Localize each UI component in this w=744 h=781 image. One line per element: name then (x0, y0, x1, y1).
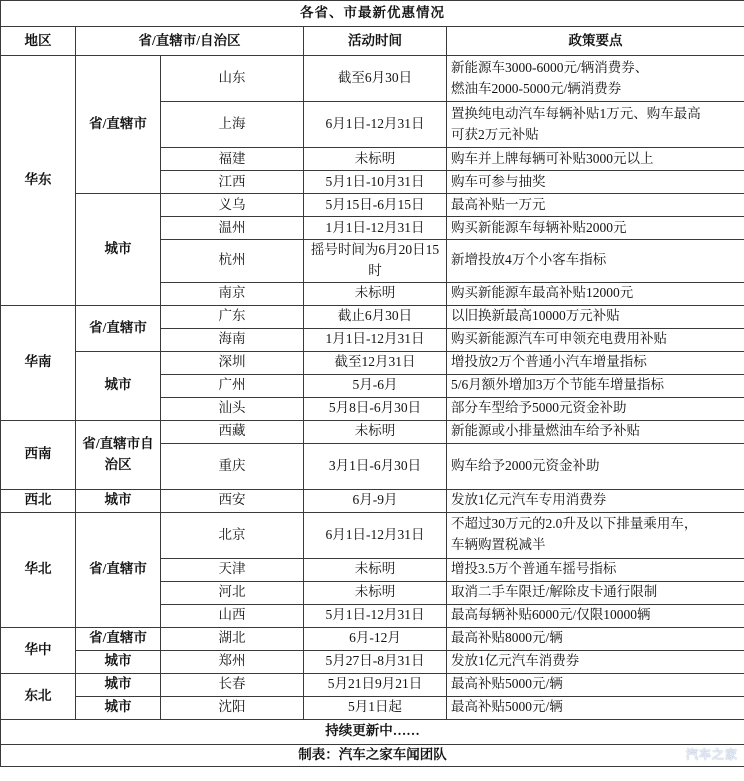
period-cell: 5月8日-6月30日 (304, 397, 447, 420)
policy-table-body (1, 1, 744, 767)
table-row (1, 696, 744, 719)
policy-cell (447, 512, 744, 558)
period-cell: 6月-9月 (304, 489, 447, 512)
policy-cell (447, 305, 744, 328)
place-cell: 西安 (161, 489, 304, 512)
policy-line: 发放1亿元汽车消费券 (451, 653, 580, 669)
place-cell: 义乌 (161, 194, 304, 217)
policy-line: 燃油车2000-5000元/辆消费券 (451, 80, 622, 96)
policy-cell (447, 443, 744, 489)
policy-line: 可获2万元补贴 (451, 126, 539, 142)
place-cell: 南京 (161, 282, 304, 305)
place-cell: 汕头 (161, 397, 304, 420)
type-cell-4-0: 省/直辖市 (76, 512, 161, 627)
policy-line: 增投放2万个普通小汽车增量指标 (451, 354, 647, 370)
period-cell: 未标明 (304, 282, 447, 305)
type-cell-2-0 (76, 420, 161, 489)
period-cell: 6月1日-12月31日 (304, 102, 447, 148)
policy-line: 购买新能源汽车可申领充电费用补贴 (451, 331, 667, 347)
table-row (1, 512, 744, 558)
policy-cell (447, 351, 744, 374)
policy-line: 增投3.5万个普通车摇号指标 (451, 561, 617, 577)
type-cell-1-0: 省/直辖市 (76, 305, 161, 351)
place-cell: 郑州 (161, 650, 304, 673)
policy-cell (447, 102, 744, 148)
policy-cell (447, 650, 744, 673)
policy-line: 最高补贴一万元 (451, 196, 546, 212)
place-cell: 湖北 (161, 627, 304, 650)
period-cell: 截至6月30日 (304, 56, 447, 102)
place-cell: 山东 (161, 56, 304, 102)
place-cell: 深圳 (161, 351, 304, 374)
policy-line: 新能源车3000-6000元/辆消费券、 (451, 59, 649, 75)
place-cell: 温州 (161, 217, 304, 240)
region-cell-1: 华南 (1, 305, 76, 420)
column-header-period: 活动时间 (304, 27, 447, 56)
policy-line: 购车可参与抽奖 (451, 173, 546, 189)
period-cell: 1月1日-12月31日 (304, 217, 447, 240)
table-row (1, 673, 744, 696)
period-cell: 5月-6月 (304, 374, 447, 397)
region-cell-3: 西北 (1, 489, 76, 512)
policy-line: 部分车型给予5000元资金补助 (451, 400, 627, 416)
updating-row (1, 719, 744, 744)
type-cell-5-0: 省/直辖市 (76, 627, 161, 650)
type-line: 省/直辖市 (82, 435, 141, 451)
place-cell: 上海 (161, 102, 304, 148)
credit-text: 制表：汽车之家车闻团队 (298, 746, 447, 762)
policy-line: 不超过30万元的2.0升及以下排量乘用车， (451, 516, 698, 532)
policy-cell (447, 627, 744, 650)
table-row (1, 351, 744, 374)
table-row (1, 194, 744, 217)
policy-cell (447, 489, 744, 512)
policy-cell (447, 374, 744, 397)
period-cell: 未标明 (304, 148, 447, 171)
credit-row (1, 744, 744, 766)
policy-cell (447, 673, 744, 696)
policy-cell (447, 581, 744, 604)
policy-cell (447, 282, 744, 305)
policy-line: 最高补贴8000元/辆 (451, 630, 563, 646)
period-cell: 3月1日-6月30日 (304, 443, 447, 489)
period-cell: 摇号时间为6月20日15时 (304, 240, 447, 283)
place-cell: 江西 (161, 171, 304, 194)
policy-line: 新增投放4万个小客车指标 (451, 252, 607, 268)
place-cell: 广州 (161, 374, 304, 397)
policy-cell (447, 148, 744, 171)
place-cell: 重庆 (161, 443, 304, 489)
place-cell: 西藏 (161, 420, 304, 443)
policy-line: 以旧换新最高10000万元补贴 (451, 308, 620, 324)
column-header-policy: 政策要点 (447, 27, 744, 56)
region-cell-2: 西南 (1, 420, 76, 489)
column-header-region: 地区 (1, 27, 76, 56)
type-cell-6-0: 城市 (76, 673, 161, 696)
type-cell-0-1: 城市 (76, 194, 161, 306)
table-row (1, 627, 744, 650)
region-cell-0: 华东 (1, 56, 76, 306)
table-row (1, 56, 744, 102)
column-header-province: 省/直辖市/自治区 (76, 27, 304, 56)
type-cell-5-1: 城市 (76, 650, 161, 673)
policy-line: 最高补贴5000元/辆 (451, 676, 563, 692)
period-cell: 截至12月31日 (304, 351, 447, 374)
policy-cell (447, 604, 744, 627)
place-cell: 福建 (161, 148, 304, 171)
policy-line: 最高每辆补贴6000元/仅限10000辆 (451, 607, 651, 623)
policy-line: 取消二手车限迁/解除皮卡通行限制 (451, 584, 658, 600)
period-cell: 未标明 (304, 558, 447, 581)
policy-cell (447, 397, 744, 420)
place-cell: 北京 (161, 512, 304, 558)
period-cell: 5月21日9月21日 (304, 673, 447, 696)
policy-line: 新能源或小排量燃油车给予补贴 (451, 423, 640, 439)
period-cell: 截止6月30日 (304, 305, 447, 328)
policy-line: 车辆购置税减半 (451, 537, 546, 553)
period-cell: 未标明 (304, 581, 447, 604)
region-cell-4: 华北 (1, 512, 76, 627)
credit-note (1, 744, 744, 766)
policy-cell (447, 240, 744, 283)
policy-line: 置换纯电动汽车每辆补贴1万元、购车最高 (451, 105, 701, 121)
period-cell: 6月-12月 (304, 627, 447, 650)
type-line: 自治区 (104, 435, 154, 472)
policy-cell (447, 171, 744, 194)
type-cell-3-0: 城市 (76, 489, 161, 512)
title-row (1, 1, 744, 27)
period-cell: 5月27日-8月31日 (304, 650, 447, 673)
place-cell: 长春 (161, 673, 304, 696)
place-cell: 河北 (161, 581, 304, 604)
updating-note: 持续更新中…… (1, 719, 744, 744)
type-cell-1-1: 城市 (76, 351, 161, 420)
period-cell: 6月1日-12月31日 (304, 512, 447, 558)
place-cell: 天津 (161, 558, 304, 581)
policy-cell (447, 56, 744, 102)
table-row (1, 305, 744, 328)
policy-cell (447, 558, 744, 581)
policy-line: 购车给予2000元资金补助 (451, 457, 600, 473)
policy-line: 5/6月额外增加3万个节能车增量指标 (451, 377, 665, 393)
place-cell: 海南 (161, 328, 304, 351)
policy-cell (447, 194, 744, 217)
policy-line: 购买新能源车每辆补贴2000元 (451, 219, 627, 235)
period-cell: 1月1日-12月31日 (304, 328, 447, 351)
policy-line: 购买新能源车最高补贴12000元 (451, 285, 634, 301)
policy-line: 购车并上牌每辆可补贴3000元以上 (451, 150, 654, 166)
place-cell: 广东 (161, 305, 304, 328)
table-row (1, 650, 744, 673)
period-cell: 5月1日起 (304, 696, 447, 719)
period-cell: 未标明 (304, 420, 447, 443)
table-row (1, 489, 744, 512)
policy-line: 最高补贴5000元/辆 (451, 699, 563, 715)
region-cell-5: 华中 (1, 627, 76, 673)
type-cell-0-0: 省/直辖市 (76, 56, 161, 194)
place-cell: 杭州 (161, 240, 304, 283)
policy-line: 发放1亿元汽车专用消费券 (451, 492, 607, 508)
period-cell: 5月15日-6月15日 (304, 194, 447, 217)
place-cell: 山西 (161, 604, 304, 627)
policy-cell (447, 217, 744, 240)
place-cell: 沈阳 (161, 696, 304, 719)
region-cell-6: 东北 (1, 673, 76, 719)
policy-cell (447, 696, 744, 719)
table-row (1, 420, 744, 443)
period-cell: 5月1日-10月31日 (304, 171, 447, 194)
type-cell-6-1: 城市 (76, 696, 161, 719)
watermark-logo: 汽车之家 (686, 748, 739, 762)
policy-cell (447, 420, 744, 443)
table-title: 各省、市最新优惠情况 (1, 1, 744, 27)
column-header-row (1, 27, 744, 56)
policy-cell (447, 328, 744, 351)
period-cell: 5月1日-12月31日 (304, 604, 447, 627)
